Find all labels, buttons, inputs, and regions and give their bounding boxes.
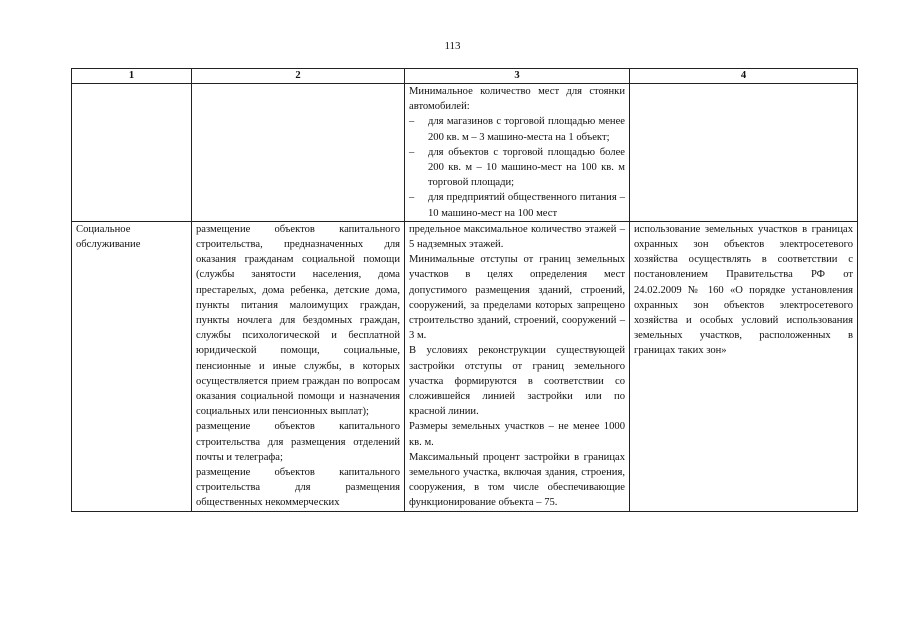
list-item: – для предприятий общественного питания – 10 машино-мест на 100 мест (409, 190, 625, 220)
column-header-3: 3 (405, 69, 630, 84)
cell-restrictions: использование земельных участков в границах охранных зон объектов электросетевого хозяйства осуществлять в соответствии с постановлением Правительства РФ от 24.02.2009 № 160 «О порядке установления охранных зон объектов электросетевого хозяйства и особых условий использования земельных участков, расположенных в границах таких зон» (630, 221, 858, 511)
list-item: – для объектов с торговой площадью более 200 кв. м – 10 машино-мест на 100 кв. м торговой площади; (409, 145, 625, 191)
cell-use-type: Социальное обслуживание (72, 221, 192, 511)
parking-intro: Минимальное количество мест для стоянки автомобилей: (409, 86, 625, 113)
parameter-paragraph: Максимальный процент застройки в границах земельного участка, включая здания, строения, сооружения, в том числе обеспечивающие функционирование объекта – 75. (409, 451, 625, 509)
parameter-paragraph: предельное максимальное количество этажей – 5 надземных этажей. (409, 223, 625, 251)
cell-row1-col3 (405, 84, 630, 222)
table-row (72, 221, 858, 511)
parameter-paragraph: Минимальные отступы от границ земельных участков в целях определения мест допустимого размещения зданий, строений, сооружений, за пределами которых запрещено строительство зданий, строений, сооружений – 3 м. (409, 254, 625, 342)
parameter-paragraph: Размеры земельных участков – не менее 1000 кв. м. (409, 421, 625, 448)
cell-row1-col1 (72, 84, 192, 222)
cell-row1-col2 (192, 84, 405, 222)
description-paragraph: размещение объектов капитального строительства, предназначенных для оказания гражданам социальной помощи (службы занятости населения, дома престарелых, дома ребенка, детские дома, пункты питания малоимущих граждан, пункты ночлега для бездомных граждан, службы психологической и бесплатной юридической помощи, социальные, пенсионные и иные службы, в которых осуществляется прием граждан по вопросам оказания социальной помощи и назначения социальных или пенсионных выплат); (196, 223, 400, 418)
cell-use-description (192, 221, 405, 511)
list-item: – для магазинов с торговой площадью менее 200 кв. м – 3 машино-места на 1 объект; (409, 114, 625, 144)
cell-row1-col4 (630, 84, 858, 222)
regulations-table (71, 68, 858, 512)
column-header-1: 1 (72, 69, 192, 84)
description-paragraph: размещение объектов капитального строительства для размещения общественных некоммерческих (196, 467, 400, 509)
column-header-2: 2 (192, 69, 405, 84)
cell-parameters (405, 221, 630, 511)
parking-list (409, 114, 625, 220)
table-row (72, 84, 858, 222)
parameter-paragraph: В условиях реконструкции существующей застройки отступы от границ земельного участка формируются в соответствии со сложившейся линией застройки или по красной линии. (409, 345, 625, 418)
table-header-row (72, 69, 858, 84)
column-header-4: 4 (630, 69, 858, 84)
page-number: 113 (444, 40, 461, 52)
description-paragraph: размещение объектов капитального строительства для размещения отделений почты и телеграфа; (196, 421, 400, 463)
